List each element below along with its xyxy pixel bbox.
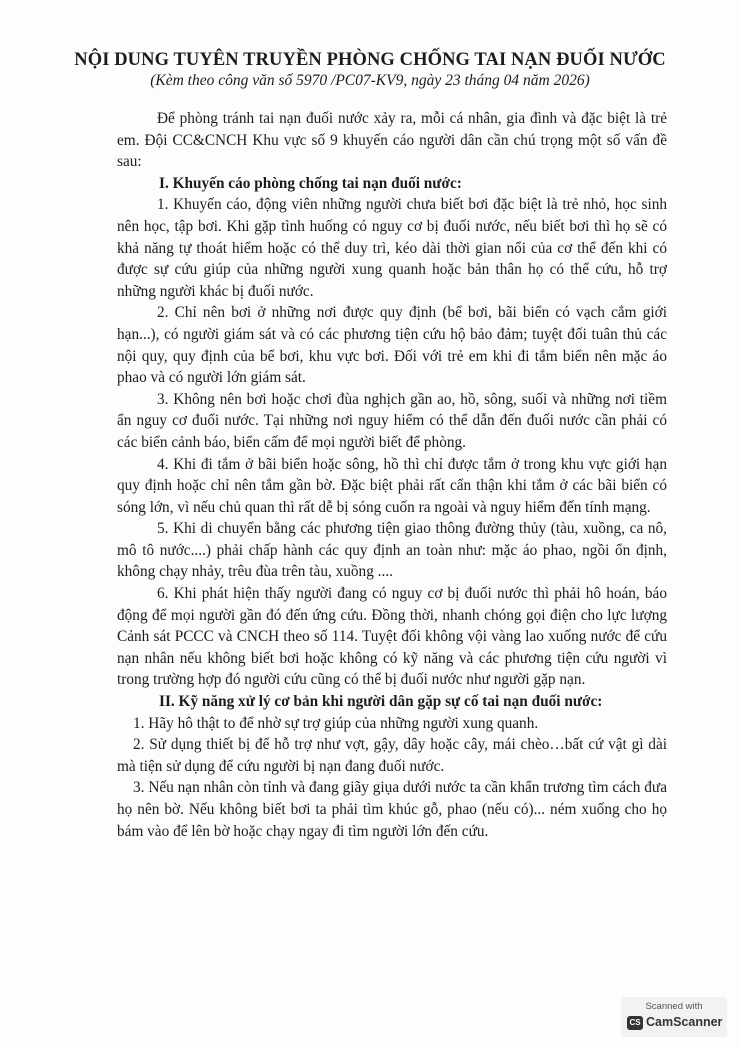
section-heading-2: II. Kỹ năng xử lý cơ bản khi người dân gặp sự cố tai nạn đuối nước:	[159, 693, 603, 711]
camscanner-watermark	[621, 997, 727, 1037]
document-body	[117, 108, 667, 842]
document-subtitle: (Kèm theo công văn số 5970 /PC07-KV9, ngày 23 tháng 04 năm 2026)	[150, 72, 590, 89]
watermark-caption: Scanned with	[645, 1001, 703, 1012]
recommendation-4: 4. Khi đi tắm ở bãi biển hoặc sông, hồ thì chỉ được tắm ở trong khu vực giới hạn quy định hoặc chỉ nên tắm gần bờ. Đặc biệt phải rất cẩn thận khi tắm ở các bãi biển có sóng lớn, vì nếu chủ quan thì rất dễ bị sóng cuốn ra ngoài và nguy hiểm đến tính mạng.	[117, 455, 667, 516]
section-heading-1: I. Khuyến cáo phòng chống tai nạn đuối nước:	[159, 174, 462, 192]
recommendation-3: 3. Không nên bơi hoặc chơi đùa nghịch gần ao, hồ, sông, suối và những nơi tiềm ẩn nguy cơ đuối nước. Tại những nơi nguy hiểm có thể dẫn đến đuối nước cần phải có các biển cảnh báo, biển cấm để mọi người biết để phòng.	[117, 390, 667, 451]
watermark-brand: CamScanner	[646, 1015, 723, 1029]
camscanner-logo-icon: CS	[627, 1016, 643, 1030]
intro-paragraph: Để phòng tránh tai nạn đuối nước xảy ra, mỗi cá nhân, gia đình và đặc biệt là trẻ em. Đội CC&CNCH Khu vực số 9 khuyến cáo người dân cần chú trọng một số vấn đề sau:	[117, 110, 667, 171]
recommendation-2: 2. Chỉ nên bơi ở những nơi được quy định (bể bơi, bãi biển có vạch cắm giới hạn...), có người giám sát và có các phương tiện cứu hộ bảo đảm; tuyệt đối tuân thủ các nội quy, quy định của bể bơi, khu vực bơi. Đối với trẻ em khi đi tắm biển nên mặc áo phao và có người lớn giám sát.	[117, 304, 667, 387]
skill-item-1: 1. Hãy hô thật to để nhờ sự trợ giúp của những người xung quanh.	[133, 714, 539, 732]
skill-item-3: 3. Nếu nạn nhân còn tỉnh và đang giãy giụa dưới nước ta cần khẩn trương tìm cách đưa họ nên bờ. Nếu không biết bơi ta phải tìm khúc gỗ, phao (nếu có)... ném xuống cho họ bám vào để lên bờ hoặc chạy ngay đi tìm người lớn đến cứu.	[117, 779, 667, 840]
recommendation-6: 6. Khi phát hiện thấy người đang có nguy cơ bị đuối nước thì phải hô hoán, báo động để mọi người gần đó đến ứng cứu. Đồng thời, nhanh chóng gọi điện cho lực lượng Cảnh sát PCCC và CNCH theo số 114. Tuyệt đối không vội vàng lao xuống nước để cứu nạn nhân nếu không biết bơi hoặc không có kỹ năng và các phương tiện cứu người vì trong trường hợp đó người cứu cũng có thể bị đuối nước như người gặp nạn.	[117, 585, 667, 689]
recommendation-5: 5. Khi di chuyển bằng các phương tiện giao thông đường thủy (tàu, xuồng, ca nô, mô tô nước....) phải chấp hành các quy định an toàn như: mặc áo phao, ngồi ổn định, không chạy nhảy, trêu đùa trên tàu, xuồng ....	[117, 520, 667, 581]
recommendation-1: 1. Khuyến cáo, động viên những người chưa biết bơi đặc biệt là trẻ nhỏ, học sinh nên học, tập bơi. Khi gặp tình huống có nguy cơ bị đuối nước, nếu biết bơi thì họ sẽ có khả năng tự thoát hiểm hoặc có thể duy trì, kéo dài thời gian nổi của cơ thể đến khi có được sự cứu giúp của những người xung quanh hoặc bản thân họ có thể cứu, hỗ trợ những người khác bị đuối nước.	[117, 196, 667, 300]
document-title: NỘI DUNG TUYÊN TRUYỀN PHÒNG CHỐNG TAI NẠN ĐUỐI NƯỚC	[74, 50, 666, 70]
skill-item-2: 2. Sử dụng thiết bị để hỗ trợ như vợt, gậy, dây hoặc cây, mái chèo…bất cứ vật gì dài mà tiện sử dụng để cứu người bị nạn đang đuối nước.	[117, 736, 667, 775]
